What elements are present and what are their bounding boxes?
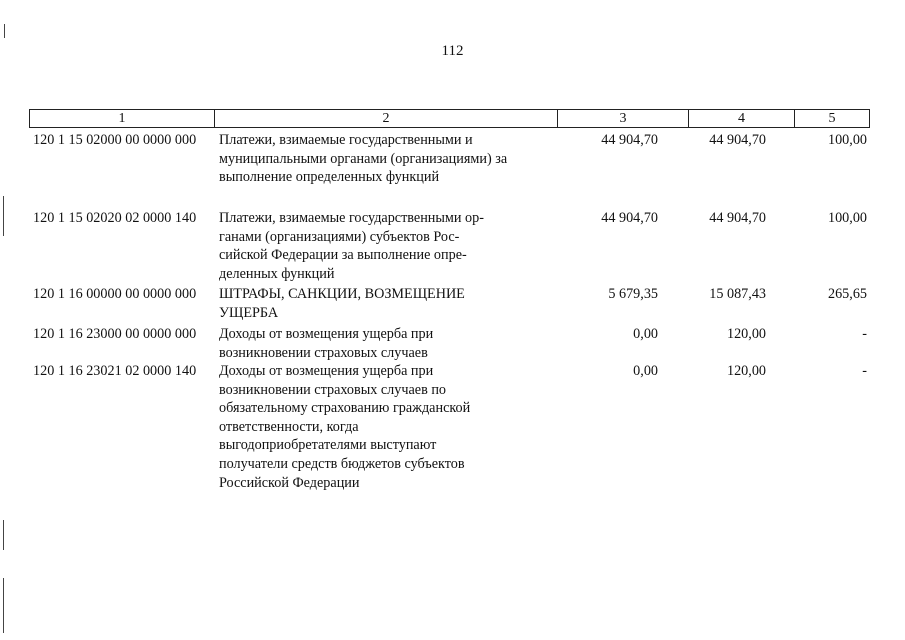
scan-mark — [3, 520, 4, 550]
header-cell-4: 4 — [689, 110, 795, 127]
row-col5: 100,00 — [827, 132, 867, 148]
description-line: УЩЕРБА — [219, 304, 279, 321]
description-line: ответственности, когда — [219, 418, 359, 435]
header-cell-2: 2 — [215, 110, 558, 127]
description-line: ганами (организациями) субъектов Рос- — [219, 228, 460, 245]
description-line: Доходы от возмещения ущерба при — [219, 326, 434, 342]
row-col3: 5 679,35 — [608, 286, 658, 302]
description-line: Российской Федерации — [219, 474, 360, 491]
description-line: Доходы от возмещения ущерба при — [219, 363, 434, 379]
row-description — [219, 285, 519, 322]
row-col4: 120,00 — [726, 363, 766, 379]
description-line: выгодоприобретателями выступают — [219, 437, 437, 454]
table-header — [29, 109, 870, 128]
row-code: 120 1 16 23021 02 0000 140 — [33, 363, 197, 379]
description-line: деленных функций — [219, 265, 335, 282]
row-code: 120 1 16 23000 00 0000 000 — [33, 326, 197, 342]
row-col4: 44 904,70 — [709, 210, 766, 226]
row-col5: - — [862, 326, 867, 342]
row-code: 120 1 16 00000 00 0000 000 — [33, 286, 197, 302]
row-description — [219, 209, 519, 283]
description-line: муниципальными органами (организациями) за — [219, 150, 508, 167]
description-line: получатели средств бюджетов субъектов — [219, 455, 465, 472]
page-number: 112 — [441, 43, 464, 59]
description-line: Платежи, взимаемые государственными ор- — [219, 210, 484, 226]
description-line: возникновении страховых случаев — [219, 344, 428, 361]
description-line: возникновении страховых случаев по — [219, 381, 447, 398]
row-description — [219, 362, 519, 492]
scan-mark — [4, 24, 5, 38]
row-description — [219, 325, 519, 362]
description-line: сийской Федерации за выполнение опре- — [219, 247, 467, 264]
description-line: выполнение определенных функций — [219, 169, 440, 186]
row-col3: 0,00 — [633, 363, 658, 379]
row-col3: 44 904,70 — [601, 210, 658, 226]
row-description — [219, 131, 519, 187]
table-row — [0, 285, 905, 321]
table-row — [0, 209, 905, 285]
description-line: ШТРАФЫ, САНКЦИИ, ВОЗМЕЩЕНИЕ — [219, 286, 465, 302]
header-cell-5: 5 — [828, 111, 836, 126]
description-line: Платежи, взимаемые государственными и — [219, 132, 473, 148]
header-cell-3: 3 — [558, 110, 689, 127]
row-col4: 44 904,70 — [709, 132, 766, 148]
row-col4: 120,00 — [726, 326, 766, 342]
row-col4: 15 087,43 — [709, 286, 766, 302]
row-col5: 265,65 — [827, 286, 867, 302]
header-cell-1: 1 — [30, 110, 215, 127]
row-col3: 44 904,70 — [601, 132, 658, 148]
row-code: 120 1 15 02000 00 0000 000 — [33, 132, 197, 148]
scan-mark — [3, 578, 4, 633]
row-code: 120 1 15 02020 02 0000 140 — [33, 210, 197, 226]
description-line: обязательному страхованию гражданской — [219, 400, 471, 417]
row-col3: 0,00 — [633, 326, 658, 342]
table-row — [0, 362, 905, 494]
table-row — [0, 131, 905, 209]
table-row — [0, 325, 905, 361]
row-col5: - — [862, 363, 867, 379]
row-col5: 100,00 — [827, 210, 867, 226]
